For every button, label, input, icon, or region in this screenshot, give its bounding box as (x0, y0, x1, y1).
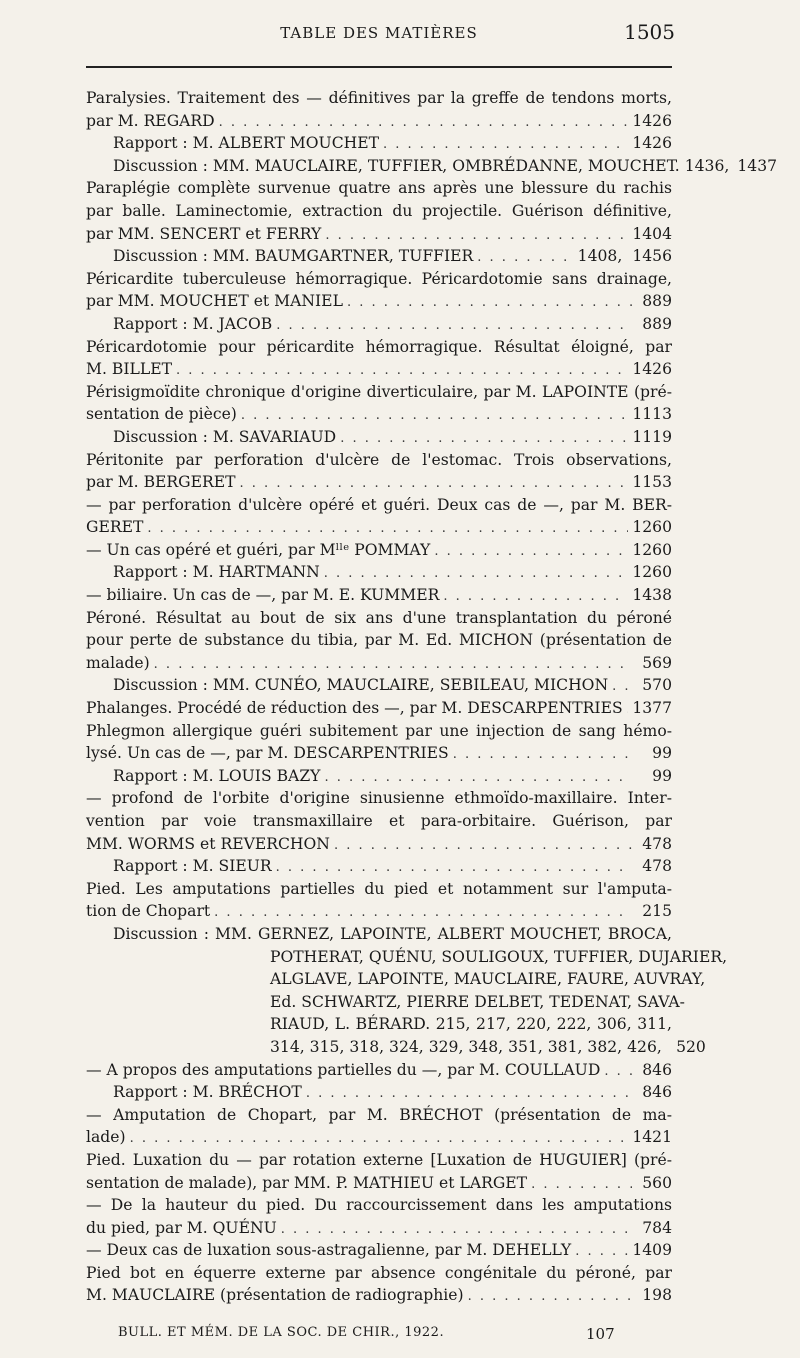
page-ref: 1260 (632, 563, 672, 582)
index-line (86, 177, 672, 200)
index-line (86, 132, 672, 155)
entry-text: Discussion : MM. CUNÉO, MAUCLAIRE, SEBILEAU, MICHON (113, 676, 609, 695)
index-line (86, 742, 672, 765)
page-ref: 1404 (632, 224, 672, 243)
page-ref: 889 (642, 314, 672, 333)
dot-leader (434, 541, 628, 564)
index-line (86, 403, 672, 426)
entry-text: Pied bot en équerre externe par absence congénitale du péroné, par (86, 1263, 672, 1282)
entry-text: GERET (86, 518, 144, 537)
entry-text: par M. BERGERET (86, 473, 236, 492)
entry-text: malade) (86, 653, 150, 672)
index-line (86, 1194, 672, 1217)
index-line (86, 584, 672, 607)
page-ref: 1113 (632, 405, 672, 424)
entry-text: Pied. Les amputations partielles du pied et notamment sur l'amputa- (86, 879, 672, 898)
dot-leader (477, 247, 573, 270)
dot-leader (334, 835, 632, 858)
entry-text: du pied, par M. QUÉNU (86, 1218, 277, 1237)
page-ref: 569 (642, 653, 672, 672)
entry-text: — profond de l'orbite d'origine sinusienne ethmoïdo-maxillaire. Inter- (86, 789, 672, 808)
index-line (86, 697, 672, 720)
entry-text: sentation de malade), par MM. P. MATHIEU et LARGET (86, 1173, 528, 1192)
page-ref: 1260 (632, 540, 672, 559)
page-header (86, 20, 675, 52)
entry-text: — De la hauteur du pied. Du raccourcissement dans les amputations (86, 1196, 672, 1215)
entry-text: pour perte de substance du tibia, par M. Ed. MICHON (présentation de (86, 631, 672, 650)
dot-leader (531, 1174, 632, 1197)
entry-text: Paraplégie complète survenue quatre ans après une blessure du rachis (86, 179, 672, 198)
index-line (86, 674, 672, 697)
entry-text: vention par voie transmaxillaire et para-orbitaire. Guérison, par (86, 812, 672, 830)
entry-text: POTHERAT, QUÉNU, SOULIGOUX, TUFFIER, DUJARIER, (270, 947, 728, 966)
dot-leader (604, 1061, 632, 1084)
dot-leader (276, 315, 632, 338)
index-line (86, 561, 672, 584)
index-line (86, 1239, 672, 1262)
running-title: TABLE DES MATIÈRES (280, 24, 478, 42)
page-ref: 1438 (632, 586, 672, 605)
dot-leader (276, 857, 632, 880)
entry-text: Ed. SCHWARTZ, PIERRE DELBET, TEDENAT, SAVA- (270, 992, 685, 1011)
page-ref: 570 (642, 676, 672, 695)
index-line (86, 720, 672, 743)
dot-leader (575, 1241, 628, 1264)
index-line (86, 381, 672, 404)
entry-text: Péricardite tuberculeuse hémorragique. Péricardotomie sans drainage, (86, 269, 672, 288)
page-ref: 1153 (632, 473, 672, 492)
index-line (86, 268, 672, 291)
page-footer (118, 1325, 618, 1343)
index-line (86, 1013, 672, 1036)
page-ref: 1409 (632, 1241, 672, 1260)
index-line (86, 336, 672, 359)
header-rule (86, 66, 672, 68)
page-ref: 1456 (632, 247, 672, 266)
index-line (86, 200, 672, 223)
dot-leader (214, 902, 632, 925)
page-ref: 478 (642, 834, 672, 853)
page-ref: 215 (642, 902, 672, 921)
index-line (86, 539, 672, 562)
entry-text: — Un cas opéré et guéri, par Mˡˡᵉ POMMAY (86, 540, 431, 559)
dot-leader (383, 134, 628, 157)
index-line (86, 1262, 672, 1285)
index-line (86, 1104, 672, 1127)
entry-text: Phalanges. Procédé de réduction des —, par M. DESCARPENTRIES (86, 699, 623, 718)
entry-text: par balle. Laminectomie, extraction du projectile. Guérison définitive, (86, 201, 672, 220)
index-line (86, 110, 672, 133)
entry-text: — Deux cas de luxation sous-astragalienne, par M. DEHELLY (86, 1241, 572, 1260)
index-line (86, 449, 672, 472)
entry-text: Péritonite par perforation d'ulcère de l'estomac. Trois observations, (86, 450, 672, 469)
entry-text: Discussion : MM. BAUMGARTNER, TUFFIER (113, 247, 474, 266)
index-line (86, 946, 728, 969)
index-line (86, 223, 672, 246)
entry-text: MM. WORMS et REVERCHON (86, 834, 330, 853)
dot-leader (219, 112, 629, 135)
dot-leader (443, 586, 628, 609)
index-line (86, 313, 672, 336)
index-line (86, 290, 672, 313)
page-ref: 1426 (632, 134, 672, 153)
index-line (86, 810, 672, 833)
index-line (86, 471, 672, 494)
entry-text: — A propos des amputations partielles du —, par M. COULLAUD (86, 1060, 601, 1079)
page-ref: 1119 (632, 427, 672, 446)
dot-leader (306, 1083, 632, 1106)
index-line (86, 765, 672, 788)
index-line (86, 878, 672, 901)
entry-text: Rapport : M. SIEUR (113, 857, 272, 876)
dot-leader (176, 360, 628, 383)
page-ref: 1426 (632, 360, 672, 379)
page-ref: 1408, (577, 247, 623, 266)
dot-leader (612, 676, 632, 699)
page-ref: 1377 (632, 699, 672, 718)
index-line (86, 1059, 672, 1082)
dot-leader (281, 1219, 632, 1242)
footer-citation: BULL. ET MÉM. DE LA SOC. DE CHIR., 1922. (118, 1325, 445, 1340)
index-line (86, 1217, 672, 1240)
entry-text: lade) (86, 1128, 126, 1147)
entry-text: — biliaire. Un cas de —, par M. E. KUMMER (86, 586, 440, 605)
page-ref: 99 (652, 744, 672, 763)
index-line (86, 787, 672, 810)
page-ref: 1426 (632, 111, 672, 130)
page-ref: 1421 (632, 1128, 672, 1147)
entry-text: sentation de pièce) (86, 405, 237, 424)
index-line (86, 1149, 672, 1172)
entry-text: Rapport : M. LOUIS BAZY (113, 766, 321, 785)
dot-leader (147, 518, 628, 541)
entry-text: Rapport : M. JACOB (113, 314, 273, 333)
dot-leader (130, 1128, 629, 1151)
index-line (86, 629, 672, 652)
entry-text: Discussion : M. SAVARIAUD (113, 427, 337, 446)
dot-leader (324, 767, 632, 790)
index-line (86, 87, 672, 110)
index-line (86, 494, 672, 517)
index-line (86, 652, 672, 675)
page-ref: 784 (642, 1218, 672, 1237)
index-line (86, 358, 672, 381)
index-line (86, 1036, 706, 1059)
index-line (86, 1172, 672, 1195)
entry-text: Discussion : MM. MAUCLAIRE, TUFFIER, OMBRÉDANNE, MOUCHET. 1436, (113, 156, 730, 175)
index-line (86, 516, 672, 539)
entry-text: — Amputation de Chopart, par M. BRÉCHOT (présentation de ma- (86, 1105, 672, 1124)
entry-text: Phlegmon allergique guéri subitement par une injection de sang hémo- (86, 721, 672, 740)
entry-text: lysé. Un cas de —, par M. DESCARPENTRIES (86, 744, 449, 763)
page-ref: 1437 (737, 156, 778, 175)
entry-text: ALGLAVE, LAPOINTE, MAUCLAIRE, FAURE, AUVRAY, (270, 970, 706, 989)
entry-text: Pied. Luxation du — par rotation externe [Luxation de HUGUIER] (pré- (86, 1150, 672, 1169)
entry-text: Discussion : MM. GERNEZ, LAPOINTE, ALBERT MOUCHET, BROCA, (113, 924, 672, 943)
index-line (86, 968, 706, 991)
dot-leader (241, 405, 628, 428)
index-line (86, 426, 672, 449)
index-line (86, 991, 685, 1014)
entry-text: RIAUD, L. BÉRARD. 215, 217, 220, 222, 306, 311, (270, 1015, 672, 1034)
entry-text: Péroné. Résultat au bout de six ans d'une transplantation du péroné (86, 608, 672, 627)
dot-leader (340, 428, 628, 451)
dot-leader (347, 292, 632, 315)
entry-text: par M. REGARD (86, 111, 215, 130)
entry-text: Paralysies. Traitement des — définitives par la greffe de tendons morts, (86, 89, 672, 107)
index-line (86, 900, 672, 923)
index-line (86, 607, 672, 630)
page-ref: 99 (652, 766, 672, 785)
dot-leader (453, 744, 632, 767)
page-ref: 478 (642, 857, 672, 876)
page-ref: 560 (642, 1173, 672, 1192)
entry-text: tion de Chopart (86, 902, 211, 921)
page-ref: 846 (642, 1083, 672, 1102)
entry-text: M. BILLET (86, 360, 172, 379)
page-ref: 520 (676, 1037, 706, 1056)
index-line (86, 1284, 672, 1307)
entry-text: Périsigmoïdite chronique d'origine diverticulaire, par M. LAPOINTE (pré- (86, 382, 672, 401)
page-ref: 1260 (632, 518, 672, 537)
index-line (86, 155, 778, 178)
entry-text: M. MAUCLAIRE (présentation de radiographie) (86, 1286, 464, 1305)
index-line (86, 923, 672, 946)
page-ref: 198 (642, 1286, 672, 1305)
entry-text: — par perforation d'ulcère opéré et guéri. Deux cas de —, par M. BER- (86, 495, 672, 514)
index-line (86, 245, 672, 268)
index-entries (86, 87, 778, 1307)
dot-leader (627, 699, 629, 722)
entry-text: Rapport : M. BRÉCHOT (113, 1083, 302, 1102)
entry-text: Péricardotomie pour péricardite hémorragique. Résultat éloigné, par (86, 337, 672, 356)
page-ref: 889 (642, 292, 672, 311)
index-line (86, 855, 672, 878)
entry-text: par MM. SENCERT et FERRY (86, 224, 322, 243)
index-line (86, 1081, 672, 1104)
entry-text: Rapport : M. ALBERT MOUCHET (113, 134, 380, 153)
page-ref: 846 (642, 1060, 672, 1079)
entry-text: par MM. MOUCHET et MANIEL (86, 292, 343, 311)
dot-leader (468, 1286, 632, 1309)
signature-number: 107 (586, 1325, 615, 1343)
index-line (86, 833, 672, 856)
index-line (86, 1126, 672, 1149)
entry-text: Rapport : M. HARTMANN (113, 563, 320, 582)
dot-leader (240, 473, 629, 496)
dot-leader (325, 225, 628, 248)
dot-leader (324, 563, 629, 586)
dot-leader (154, 654, 632, 677)
page-number: 1505 (624, 20, 675, 44)
entry-text: 314, 315, 318, 324, 329, 348, 351, 381, 382, 426, (270, 1037, 662, 1056)
